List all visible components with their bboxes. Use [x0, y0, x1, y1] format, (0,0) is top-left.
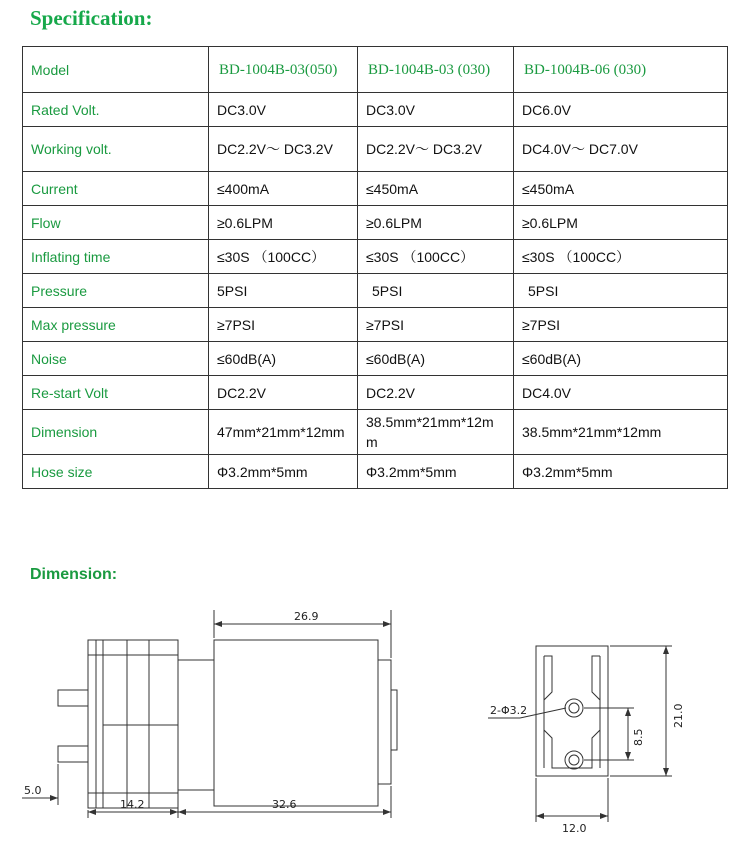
- row-label-rated-volt: Rated Volt.: [23, 93, 209, 127]
- row-label-model: Model: [23, 47, 209, 93]
- table-row-hose-size: [23, 455, 728, 489]
- cell-flow-1: ≥0.6LPM: [209, 206, 358, 240]
- cell-rated-volt-2: DC3.0V: [358, 93, 514, 127]
- cell-flow-2: ≥0.6LPM: [358, 206, 514, 240]
- row-label-current: Current: [23, 172, 209, 206]
- dimension-title: Dimension:: [30, 566, 118, 583]
- cell-working-volt-3: DC4.0V～ DC7.0V: [514, 127, 728, 172]
- cell-hose-size-3: Φ3.2mm*5mm: [514, 455, 728, 489]
- table-row-rated-volt: [23, 93, 728, 127]
- cell-max-pressure-2: ≥7PSI: [358, 308, 514, 342]
- dim-width: 12.0: [562, 822, 587, 835]
- cell-flow-3: ≥0.6LPM: [514, 206, 728, 240]
- cell-inflating-time-1: ≤30S （100CC）: [209, 240, 358, 274]
- cell-dimension-1: 47mm*21mm*12mm: [209, 410, 358, 455]
- cell-pressure-3: 5PSI: [514, 274, 728, 308]
- dim-height: 21.0: [672, 703, 685, 728]
- cell-model-1: BD-1004B-03(050): [209, 47, 358, 93]
- row-label-pressure: Pressure: [23, 274, 209, 308]
- cell-pressure-1: 5PSI: [209, 274, 358, 308]
- row-label-restart-volt: Re-start Volt: [23, 376, 209, 410]
- specification-title: Specification:: [30, 6, 153, 30]
- dim-nozzle: 5.0: [24, 784, 42, 797]
- side-view-pump: [58, 640, 397, 808]
- cell-current-3: ≤450mA: [514, 172, 728, 206]
- dim-motor-length: 26.9: [294, 610, 319, 623]
- dimension-drawing: [0, 600, 750, 858]
- cell-rated-volt-1: DC3.0V: [209, 93, 358, 127]
- cell-working-volt-1: DC2.2V～ DC3.2V: [209, 127, 358, 172]
- cell-pressure-2: 5PSI: [358, 274, 514, 308]
- dim-hole-callout: 2-Φ3.2: [490, 704, 528, 717]
- row-label-hose-size: Hose size: [23, 455, 209, 489]
- dim-head-length: 14.2: [120, 798, 145, 811]
- specification-table: [22, 46, 728, 489]
- cell-restart-volt-3: DC4.0V: [514, 376, 728, 410]
- row-label-inflating-time: Inflating time: [23, 240, 209, 274]
- row-label-flow: Flow: [23, 206, 209, 240]
- row-label-noise: Noise: [23, 342, 209, 376]
- cell-model-3: BD-1004B-06 (030): [514, 47, 728, 93]
- table-row-max-pressure: [23, 308, 728, 342]
- table-row-working-volt: [23, 127, 728, 172]
- cell-working-volt-2: DC2.2V～ DC3.2V: [358, 127, 514, 172]
- row-label-dimension: Dimension: [23, 410, 209, 455]
- cell-noise-2: ≤60dB(A): [358, 342, 514, 376]
- row-label-working-volt: Working volt.: [23, 127, 209, 172]
- cell-dimension-3: 38.5mm*21mm*12mm: [514, 410, 728, 455]
- row-label-max-pressure: Max pressure: [23, 308, 209, 342]
- cell-inflating-time-3: ≤30S （100CC）: [514, 240, 728, 274]
- cell-rated-volt-3: DC6.0V: [514, 93, 728, 127]
- cell-hose-size-2: Φ3.2mm*5mm: [358, 455, 514, 489]
- table-row-current: [23, 172, 728, 206]
- cell-noise-1: ≤60dB(A): [209, 342, 358, 376]
- cell-dimension-2: 38.5mm*21mm*12mm: [358, 410, 514, 455]
- table-row-restart-volt: [23, 376, 728, 410]
- cell-max-pressure-1: ≥7PSI: [209, 308, 358, 342]
- cell-max-pressure-3: ≥7PSI: [514, 308, 728, 342]
- table-row-flow: [23, 206, 728, 240]
- table-row-dimension: [23, 410, 728, 455]
- table-row-noise: [23, 342, 728, 376]
- dim-total-length: 32.6: [272, 798, 297, 811]
- dim-hole-spacing: 8.5: [632, 728, 645, 746]
- cell-restart-volt-2: DC2.2V: [358, 376, 514, 410]
- table-row-pressure: [23, 274, 728, 308]
- cell-restart-volt-1: DC2.2V: [209, 376, 358, 410]
- cell-model-2: BD-1004B-03 (030): [358, 47, 514, 93]
- cell-hose-size-1: Φ3.2mm*5mm: [209, 455, 358, 489]
- table-row-model: [23, 47, 728, 93]
- cell-inflating-time-2: ≤30S （100CC）: [358, 240, 514, 274]
- cell-current-2: ≤450mA: [358, 172, 514, 206]
- cell-noise-3: ≤60dB(A): [514, 342, 728, 376]
- table-row-inflating-time: [23, 240, 728, 274]
- cell-current-1: ≤400mA: [209, 172, 358, 206]
